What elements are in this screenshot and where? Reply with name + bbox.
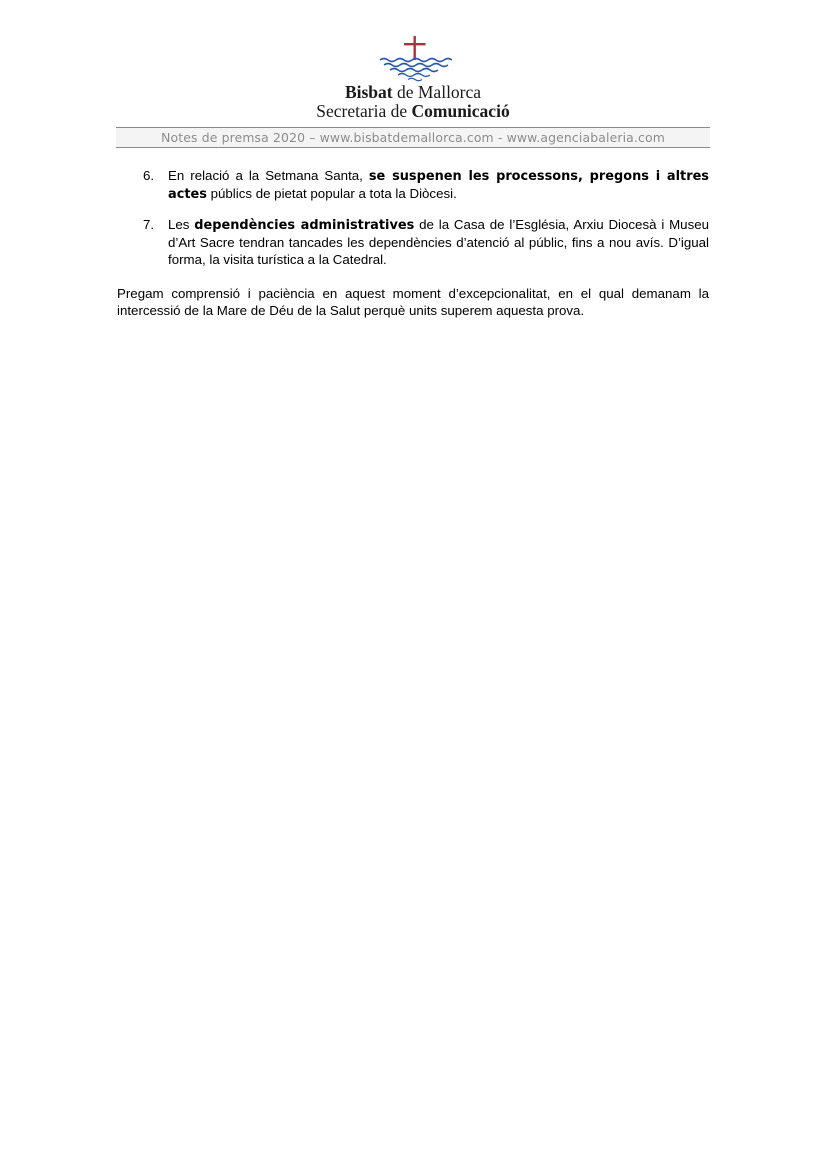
closing-paragraph: Pregam comprensió i paciència en aquest moment d’excepcionalitat, en el qual demanam la intercessió de la Mare de Déu de la Salut perquè units superem aquesta prova. [117, 286, 709, 318]
cross-over-waves-logo [378, 34, 452, 82]
press-notes-header: Notes de premsa 2020 – www.bisbatdemallorca.com - www.agenciabaleria.com [116, 127, 710, 148]
organization-name: Bisbat de Mallorca [344, 82, 482, 102]
list-item [143, 217, 709, 268]
list-item-number: 7. [143, 217, 155, 232]
list-item [143, 168, 709, 204]
list-item-text: Les dependències administratives de la Casa de l’Església, Arxiu Diocesà i Museu d’Art Sacre tendran tancades les dependències d’atenció al públic, fins a nou avís. D’igual forma, la visita turística a la Catedral. [168, 217, 710, 267]
department-name: Secretaria de Comunicació [316, 101, 510, 121]
list-item-text: En relació a la Setmana Santa, se suspenen les processons, pregons i altres actes públics de pietat popular a tota la Diòcesi. [168, 168, 709, 202]
list-item-number: 6. [143, 168, 155, 183]
